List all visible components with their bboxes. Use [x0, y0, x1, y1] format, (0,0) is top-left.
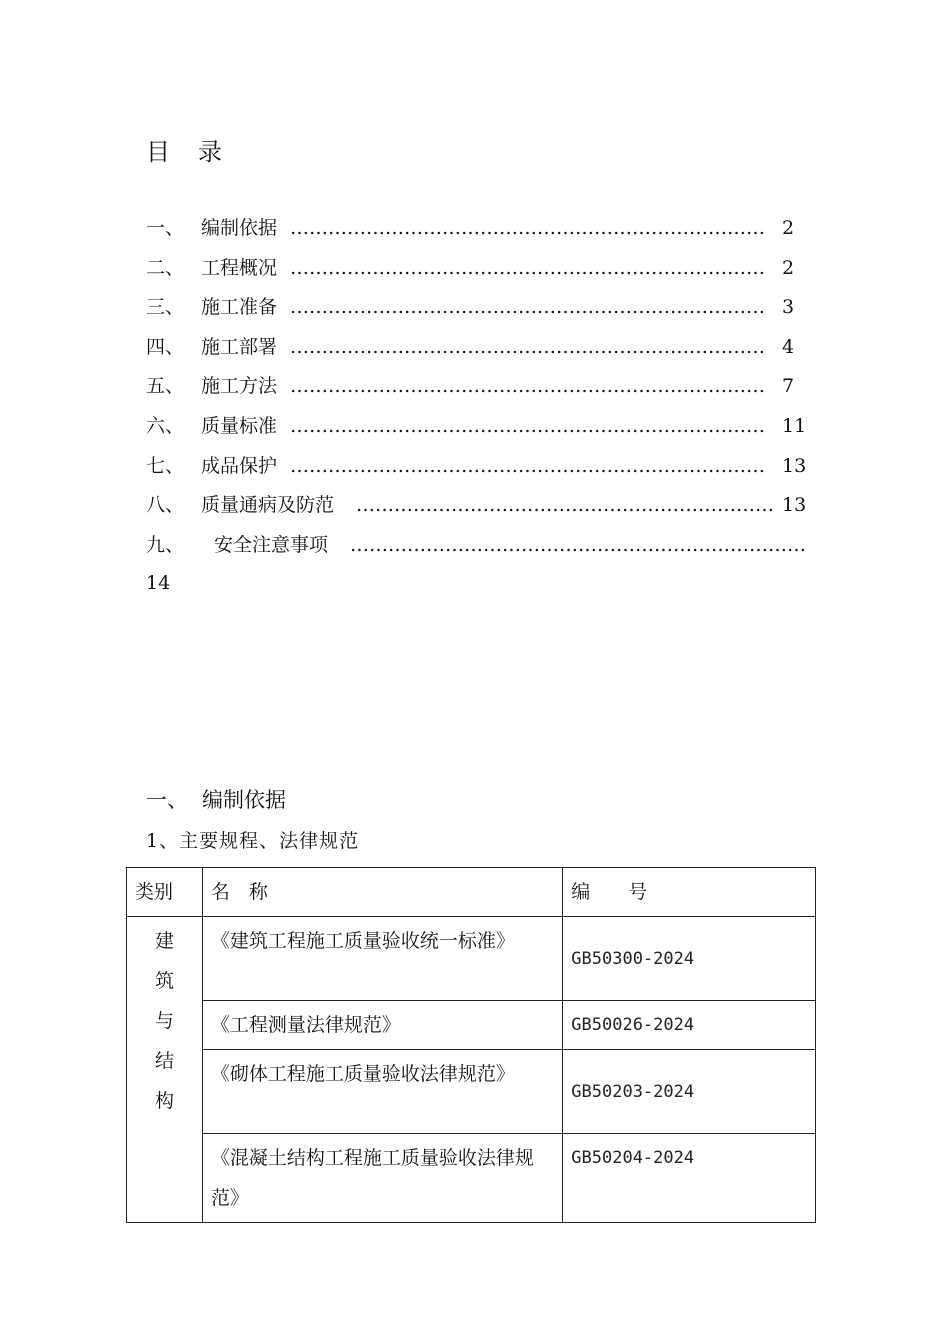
- table-header-row: [127, 868, 816, 917]
- category-char: 构: [154, 1090, 174, 1112]
- toc-item-page: 4: [782, 335, 795, 358]
- toc-leader-dots: …………………………………………………………………: [290, 375, 765, 398]
- toc-item-page: 11: [782, 414, 807, 437]
- section-heading: [146, 784, 286, 814]
- toc-list: [146, 212, 806, 568]
- toc-leader-dots: …………………………………………………………: [356, 494, 774, 517]
- toc-item-number: 七、: [146, 454, 185, 477]
- toc-item[interactable]: [146, 450, 806, 490]
- toc-item-number: 二、: [146, 256, 185, 279]
- toc-leader-dots: …………………………………………………………………: [290, 414, 765, 437]
- toc-item[interactable]: [146, 529, 806, 569]
- toc-item-number: 三、: [146, 296, 185, 319]
- category-char: 与: [154, 1010, 174, 1032]
- standard-name: 《建筑工程施工质量验收统一标准》: [202, 917, 562, 1001]
- table-row: [127, 1134, 816, 1223]
- toc-item-title: 施工方法: [201, 375, 278, 398]
- toc-item-page: 13: [782, 494, 807, 517]
- toc-item-number: 八、: [146, 494, 185, 517]
- section-number: 一、: [146, 788, 188, 812]
- toc-item-page: 2: [782, 256, 795, 279]
- toc-item-page: 14: [146, 572, 171, 594]
- toc-item[interactable]: [146, 252, 806, 292]
- header-name: 名 称: [202, 868, 562, 917]
- toc-item-page: 3: [782, 296, 795, 319]
- toc-leader-dots: …………………………………………………………………: [290, 335, 765, 358]
- toc-item[interactable]: [146, 489, 806, 529]
- toc-leader-dots: ………………………………………………………………: [350, 533, 806, 556]
- standard-name: 《混凝土结构工程施工质量验收法律规范》: [202, 1134, 562, 1223]
- category-char: 筑: [154, 970, 174, 992]
- category-char: 结: [154, 1050, 174, 1072]
- toc-item[interactable]: [146, 410, 806, 450]
- toc-item[interactable]: [146, 212, 806, 252]
- standards-table: [126, 867, 816, 1223]
- toc-item-number: 九、: [146, 533, 185, 556]
- header-code: 编 号: [563, 868, 816, 917]
- category-cell: [127, 917, 203, 1223]
- category-char: 建: [154, 930, 174, 952]
- toc-item[interactable]: [146, 370, 806, 410]
- toc-item-title: 施工部署: [201, 335, 278, 358]
- standard-code: GB50300-2024: [563, 917, 816, 1001]
- toc-item-title: 质量标准: [201, 414, 278, 437]
- toc-item-title: 质量通病及防范: [201, 494, 335, 517]
- toc-item-title: 工程概况: [201, 256, 278, 279]
- toc-leader-dots: …………………………………………………………………: [290, 217, 765, 239]
- toc-item-title: 成品保护: [201, 454, 278, 477]
- toc-item[interactable]: [146, 291, 806, 331]
- table-row: [127, 1050, 816, 1134]
- toc-title: 目 录: [146, 138, 224, 166]
- toc-leader-dots: …………………………………………………………………: [290, 454, 765, 477]
- toc-item-title: 施工准备: [201, 296, 278, 319]
- toc-item-title: 安全注意事项: [214, 533, 329, 556]
- toc-item-number: 五、: [146, 375, 185, 398]
- toc-item-number: 六、: [146, 414, 185, 437]
- subsection-heading: 1、主要规程、法律规范: [146, 830, 360, 852]
- toc-item-page: 2: [782, 217, 795, 239]
- toc-item-number: 一、: [146, 217, 185, 239]
- table-row: [127, 1001, 816, 1050]
- toc-item-title: 编制依据: [201, 217, 278, 239]
- standard-name: 《砌体工程施工质量验收法律规范》: [202, 1050, 562, 1134]
- standard-code: GB50026-2024: [563, 1001, 816, 1050]
- toc-item[interactable]: [146, 331, 806, 371]
- toc-item-page: 13: [782, 454, 807, 477]
- toc-item-number: 四、: [146, 335, 185, 358]
- standard-name: 《工程测量法律规范》: [202, 1001, 562, 1050]
- standard-code: GB50203-2024: [563, 1050, 816, 1134]
- section-title: 编制依据: [202, 788, 286, 812]
- standard-code: GB50204-2024: [563, 1134, 816, 1223]
- toc-item-page: 7: [782, 375, 795, 398]
- toc-leader-dots: …………………………………………………………………: [290, 256, 765, 279]
- table-row: [127, 917, 816, 1001]
- header-category: 类别: [127, 868, 203, 917]
- toc-leader-dots: …………………………………………………………………: [290, 296, 765, 319]
